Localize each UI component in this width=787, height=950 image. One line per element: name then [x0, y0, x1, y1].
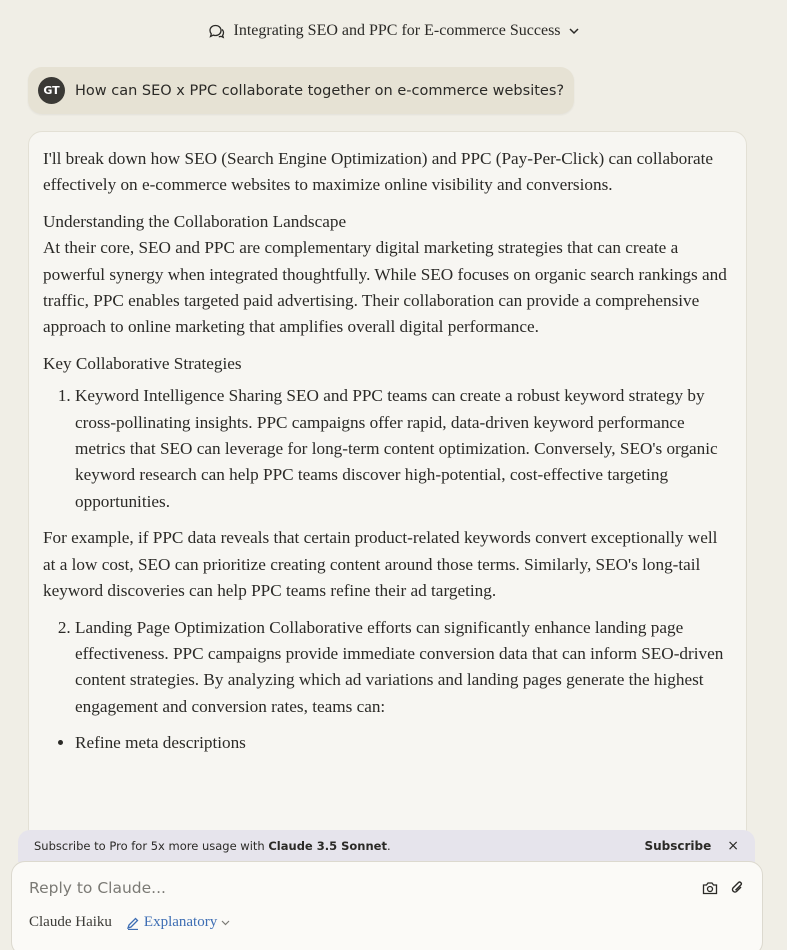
user-message — [28, 67, 574, 114]
user-message-text: How can SEO x PPC collaborate together on e-commerce websites? — [75, 82, 565, 99]
pen-icon — [126, 916, 140, 930]
bullet-list — [43, 730, 732, 756]
reply-composer — [11, 861, 763, 950]
conversation-header[interactable] — [0, 18, 787, 44]
chat-bubbles-icon — [208, 23, 225, 39]
subscribe-button[interactable]: Subscribe — [644, 839, 712, 853]
strategy-list — [43, 615, 732, 721]
style-label: Explanatory — [143, 914, 218, 930]
avatar: GT — [38, 77, 65, 104]
reply-input[interactable]: Reply to Claude... — [29, 879, 166, 897]
upgrade-message: Subscribe to Pro for 5x more usage with Claude 3.5 Sonnet. — [34, 839, 391, 853]
conversation-title: Integrating SEO and PPC for E-commerce Success — [233, 22, 561, 39]
paperclip-icon[interactable] — [730, 880, 744, 896]
chevron-down-icon — [569, 27, 579, 35]
list-item: • Refine meta descriptions — [75, 730, 732, 756]
list-item: 2. Landing Page Optimization Collaborative efforts can significantly enhance landing page effectiveness. PPC campaigns provide immediate conversion data that can inform SEO-driven content strategies. By analyzing which ad variations and landing pages generate the highest engagement and conversion rates, teams can: — [75, 615, 732, 721]
camera-icon[interactable] — [702, 880, 718, 896]
reply-heading-collaboration: Understanding the Collaboration Landscape — [43, 211, 347, 231]
close-icon[interactable]: × — [727, 838, 739, 854]
model-selector[interactable]: Claude Haiku — [29, 914, 112, 930]
list-item: 1. Keyword Intelligence Sharing SEO and PPC teams can create a robust keyword strategy by cross-pollinating insights. PPC campaigns offer rapid, data-driven keyword performance metrics that SEO can leverage for long-term content optimization. Conversely, SEO's organic keyword research can help PPC teams discover high-potential, cost-effective targeting opportunities. — [75, 383, 732, 515]
chevron-down-icon — [221, 919, 230, 926]
reply-intro: I'll break down how SEO (Search Engine Optimization) and PPC (Pay-Per-Click) can collaborate effectively on e-commerce websites to maximize online visibility and conversions. — [43, 149, 714, 195]
strategy-list — [43, 383, 732, 515]
reply-paragraph: At their core, SEO and PPC are complementary digital marketing strategies that can create a powerful synergy when integrated thoughtfully. While SEO focuses on organic search rankings and traffic, PPC enables targeted paid advertising. Their collaboration can provide a comprehensive approach to online marketing that amplifies overall digital performance. — [43, 238, 727, 337]
reply-paragraph: For example, if PPC data reveals that certain product-related keywords convert exceptionally well at a low cost, SEO can prioritize creating content around those terms. Similarly, SEO's long-tail keyword discoveries can help PPC teams refine their ad targeting. — [43, 528, 718, 601]
upgrade-banner — [18, 830, 755, 862]
style-selector[interactable] — [126, 914, 230, 931]
reply-heading-strategies: Key Collaborative Strategies — [43, 353, 242, 373]
assistant-reply — [28, 131, 747, 851]
